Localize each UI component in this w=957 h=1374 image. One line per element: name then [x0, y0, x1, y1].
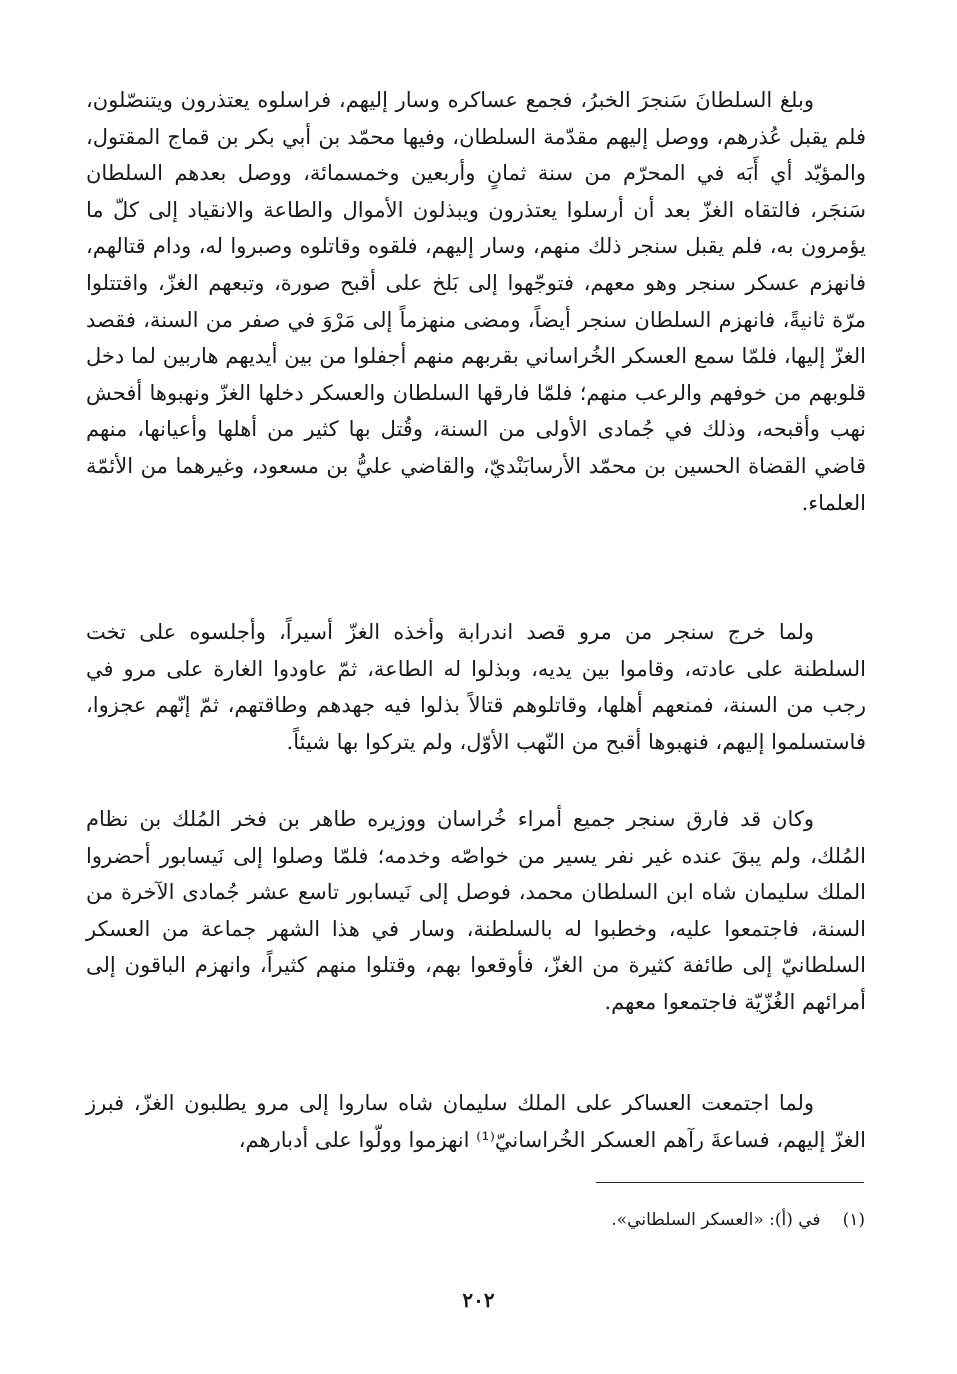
- text-block-1: [86, 82, 866, 521]
- paragraph-1: وبلغ السلطانَ سَنجرَ الخبرُ، فجمع عساكره وسار إليهم، فراسلوه يعتذرون ويتنصّلون، فلم يقبل عُذرهم، ووصل إليهم مقدّمة السلطان، وفيها محمّد بن أبي بكر بن قماج المقتول، والمؤيّد أي أَبَه في المحرّم من سنة ثمانٍ وأربعين وخمسمائة، ووصل بعدهم السلطان سَنجَر، فالتقاه الغزّ بعد أن أرسلوا يعتذرون ويبذلون الأموال والطاعة والانقياد إلى كلّ ما يؤمرون به، فلم يقبل سنجر ذلك منهم، وسار إليهم، فلقوه وقاتلوه وصبروا له، ودام قتالهم، فانهزم عسكر سنجر وهو معهم، فتوجّهوا إلى بَلخ على أقبح صورة، وتبعهم الغزّ، واقتتلوا مرّة ثانيةً، فانهزم السلطان سنجر أيضاً، ومضى منهزماً إلى مَرْوَ في صفر من السنة، فقصد الغزّ إليها، فلمّا سمع العسكر الخُراساني بقربهم منهم أجفلوا من بين أيديهم هاربين لما دخل قلوبهم من خوفهم والرعب منهم؛ فلمّا فارقها السلطان والعسكر دخلها الغزّ ونهبوها أفحش نهب وأقبحه، وذلك في جُمادى الأولى من السنة، وقُتل بها كثير من أهلها وأعيانها، منهم قاضي القضاة الحسين بن محمّد الأرسابَنْديّ، والقاضي عليُّ بن مسعود، وغيرهما من الأئمّة العلماء.: [86, 88, 866, 515]
- paragraph-3: وكان قد فارق سنجر جميع أمراء خُراسان ووزيره طاهر بن فخر المُلك بن نظام المُلك، ولم يبقَ عنده غير نفر يسير من خواصّه وخدمه؛ فلمّا وصلوا إلى نَيسابور أحضروا الملك سليمان شاه ابن السلطان محمد، فوصل إلى نَيسابور تاسع عشر جُمادى الآخرة من السنة، فاجتمعوا عليه، وخطبوا له بالسلطنة، وسار في هذا الشهر جماعة من العسكر السلطانيّ إلى طائفة كثيرة من الغزّ، فأوقعوا بهم، وقتلوا منهم كثيراً، وانهزم الباقون إلى أمرائهم الغُزّيّة فاجتمعوا معهم.: [86, 807, 866, 1014]
- paragraph-4: ولما اجتمعت العساكر على الملك سليمان شاه ساروا إلى مرو يطلبون الغزّ، فبرز الغزّ إليهم، فساعةَ رآهم العسكر الخُراسانيّ⁽¹⁾ انهزموا وولّوا على أدبارهم،: [86, 1091, 866, 1152]
- footnote-divider: [596, 1182, 864, 1183]
- footnote-number: (١): [842, 1210, 865, 1230]
- paragraph-2: ولما خرج سنجر من مرو قصد اندرابة وأخذه الغزّ أسيراً، وأجلسوه على تخت السلطنة على عادته، وقاموا بين يديه، وبذلوا له الطاعة، ثمّ عاودوا الغارة على مرو في رجب من السنة، فمنعهم أهلها، وقاتلوهم قتالاً بذلوا فيه جهدهم وطاقتهم، ثمّ إنّهم عجزوا، فاستسلموا إليهم، فنهبوها أقبح من النّهب الأوّل، ولم يتركوا بها شيئاً.: [86, 620, 866, 754]
- footnote-text: في (أ): «العسكر السلطاني».: [611, 1210, 821, 1230]
- text-block-3: [86, 801, 866, 1021]
- page-number: ٢٠٢: [462, 1288, 495, 1312]
- footnote: [611, 1208, 865, 1232]
- text-block-4: [86, 1085, 866, 1158]
- text-block-2: [86, 614, 866, 760]
